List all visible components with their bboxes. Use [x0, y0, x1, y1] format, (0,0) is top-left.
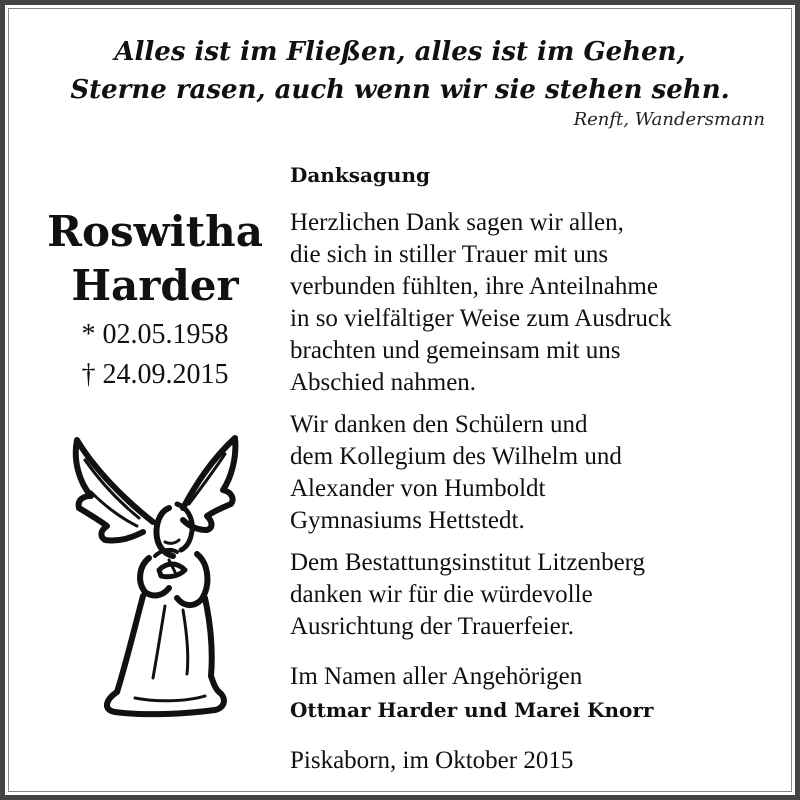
thanks-paragraph-2: [290, 409, 790, 537]
quote: [5, 33, 795, 109]
signoff-block: [290, 661, 790, 727]
text-line: Wir danken den Schülern und: [290, 411, 588, 438]
text-line: dem Kollegium des Wilhelm und: [290, 443, 622, 470]
place-date: Piskaborn, im Oktober 2015: [290, 747, 574, 774]
text-line: in so vielfältiger Weise zum Ausdruck: [290, 305, 672, 332]
text-line: Herzlichen Dank sagen wir allen,: [290, 209, 624, 236]
notice-heading: Danksagung: [290, 163, 430, 187]
text-line: Ausrichtung der Trauerfeier.: [290, 613, 574, 640]
thank-you-notice: [290, 159, 790, 777]
thanks-paragraph-1: [290, 207, 790, 399]
text-line: die sich in stiller Trauer mit uns: [290, 241, 609, 268]
text-line: Abschied nahmen.: [290, 369, 477, 396]
deceased-info: [35, 205, 275, 393]
birth-date: * 02.05.1958: [81, 319, 229, 350]
quote-line: Sterne rasen, auch wenn wir sie stehen sehn.: [70, 75, 730, 105]
text-line: brachten und gemeinsam mit uns: [290, 337, 621, 364]
kneeling-angel-icon: [65, 430, 245, 720]
quote-line: Alles ist im Fließen, alles ist im Gehen,: [114, 37, 686, 67]
deceased-last-name: Harder: [71, 261, 239, 310]
death-date: † 24.09.2015: [81, 359, 229, 390]
deceased-first-name: Roswitha: [47, 207, 263, 256]
signatories: Ottmar Harder und Marei Knorr: [290, 698, 654, 722]
text-line: Dem Bestattungsinstitut Litzenberg: [290, 549, 646, 576]
thanks-paragraph-3: [290, 547, 790, 643]
quote-attribution: Renft, Wandersmann: [573, 109, 765, 130]
signoff: Im Namen aller Angehörigen: [290, 663, 583, 690]
text-line: Alexander von Humboldt: [290, 475, 546, 502]
text-line: danken wir für die würdevolle: [290, 581, 593, 608]
text-line: Gymnasiums Hettstedt.: [290, 507, 525, 534]
text-line: verbunden fühlten, ihre Anteilnahme: [290, 273, 658, 300]
